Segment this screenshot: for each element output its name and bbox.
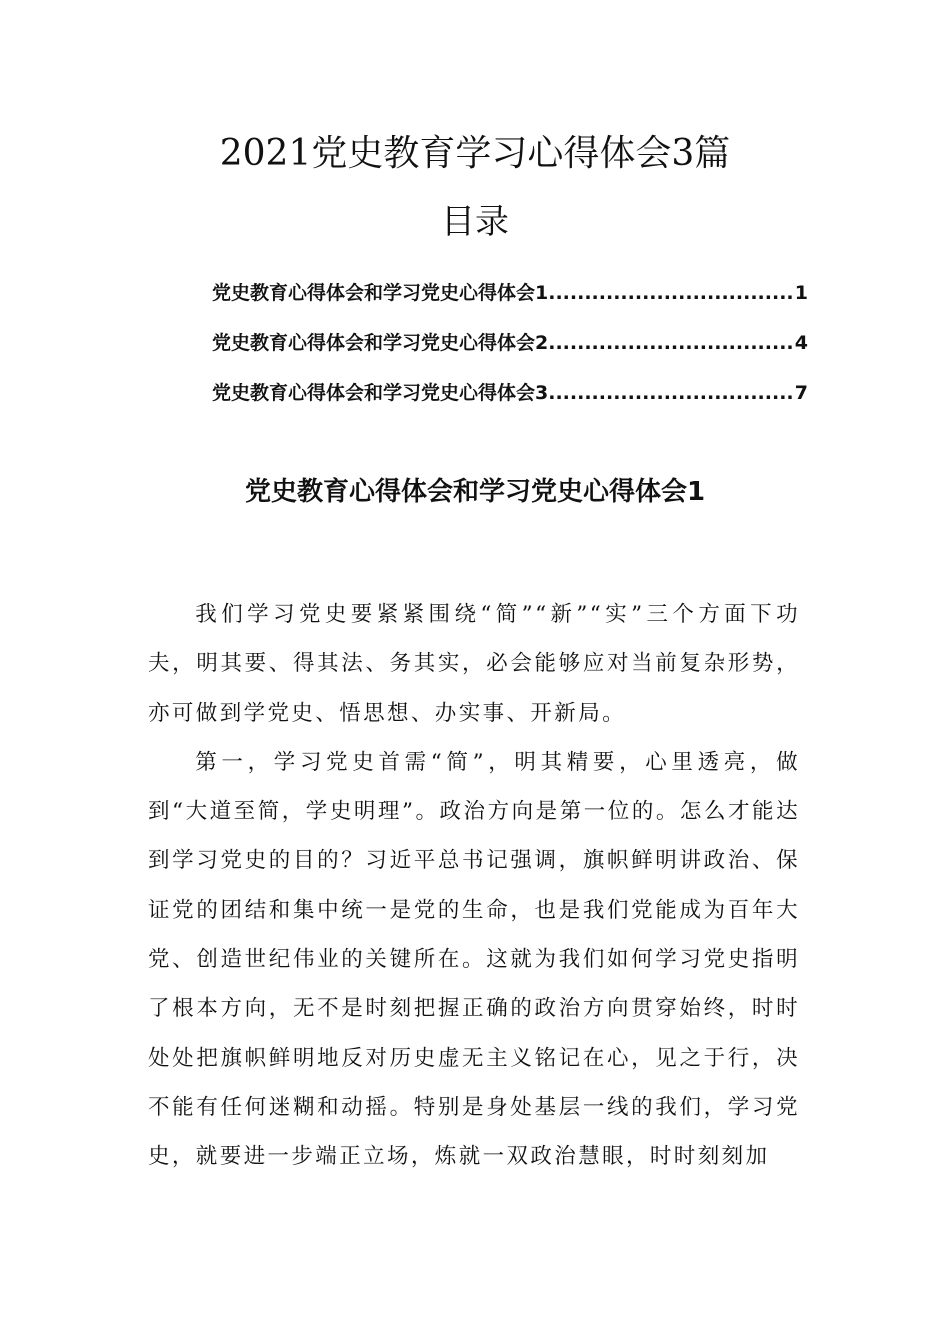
document-title: 2021党史教育学习心得体会3篇 — [219, 133, 731, 174]
toc-entry-title: 党史教育心得体会和学习党史心得体会3 — [212, 382, 549, 404]
toc-leader-dots — [548, 282, 793, 304]
toc-entry-title: 党史教育心得体会和学习党史心得体会2 — [212, 332, 549, 354]
toc-entry-page: 7 — [794, 382, 808, 404]
table-of-contents — [212, 278, 808, 428]
section-heading: 党史教育心得体会和学习党史心得体会1 — [244, 477, 706, 507]
toc-leader-dots — [548, 382, 793, 404]
toc-heading: 目录 — [441, 202, 509, 242]
toc-entry-3[interactable] — [212, 378, 808, 428]
body-paragraph-2: 第一，学习党史首需“简”，明其精要，心里透亮，做到“大道至简，学史明理”。政治方向是第一位的。怎么才能达到学习党史的目的？习近平总书记强调，旗帜鲜明讲政治、保证党的团结和集中统一是党的生命，也是我们党能成为百年大党、创造世纪伟业的关键所在。这就为我们如何学习党史指明了根本方向，无不是时刻把握正确的政治方向贯穿始终，时时处处把旗帜鲜明地反对历史虚无主义铭记在心，见之于行，决不能有任何迷糊和动摇。特别是身处基层一线的我们，学习党史，就要进一步端正立场，炼就一双政治慧眼，时时刻刻加 — [148, 749, 800, 1170]
body-paragraph-1: 我们学习党史要紧紧围绕“简”“新”“实”三个方面下功夫，明其要、得其法、务其实，必会能够应对当前复杂形势，亦可做到学党史、悟思想、办实事、开新局。 — [148, 602, 800, 726]
toc-entry-1[interactable] — [212, 278, 808, 328]
toc-entry-page: 1 — [794, 282, 808, 304]
toc-entry-title: 党史教育心得体会和学习党史心得体会1 — [212, 282, 549, 304]
toc-entry-2[interactable] — [212, 328, 808, 378]
body-text — [148, 590, 800, 1182]
toc-entry-page: 4 — [794, 332, 808, 354]
toc-leader-dots — [548, 332, 793, 354]
